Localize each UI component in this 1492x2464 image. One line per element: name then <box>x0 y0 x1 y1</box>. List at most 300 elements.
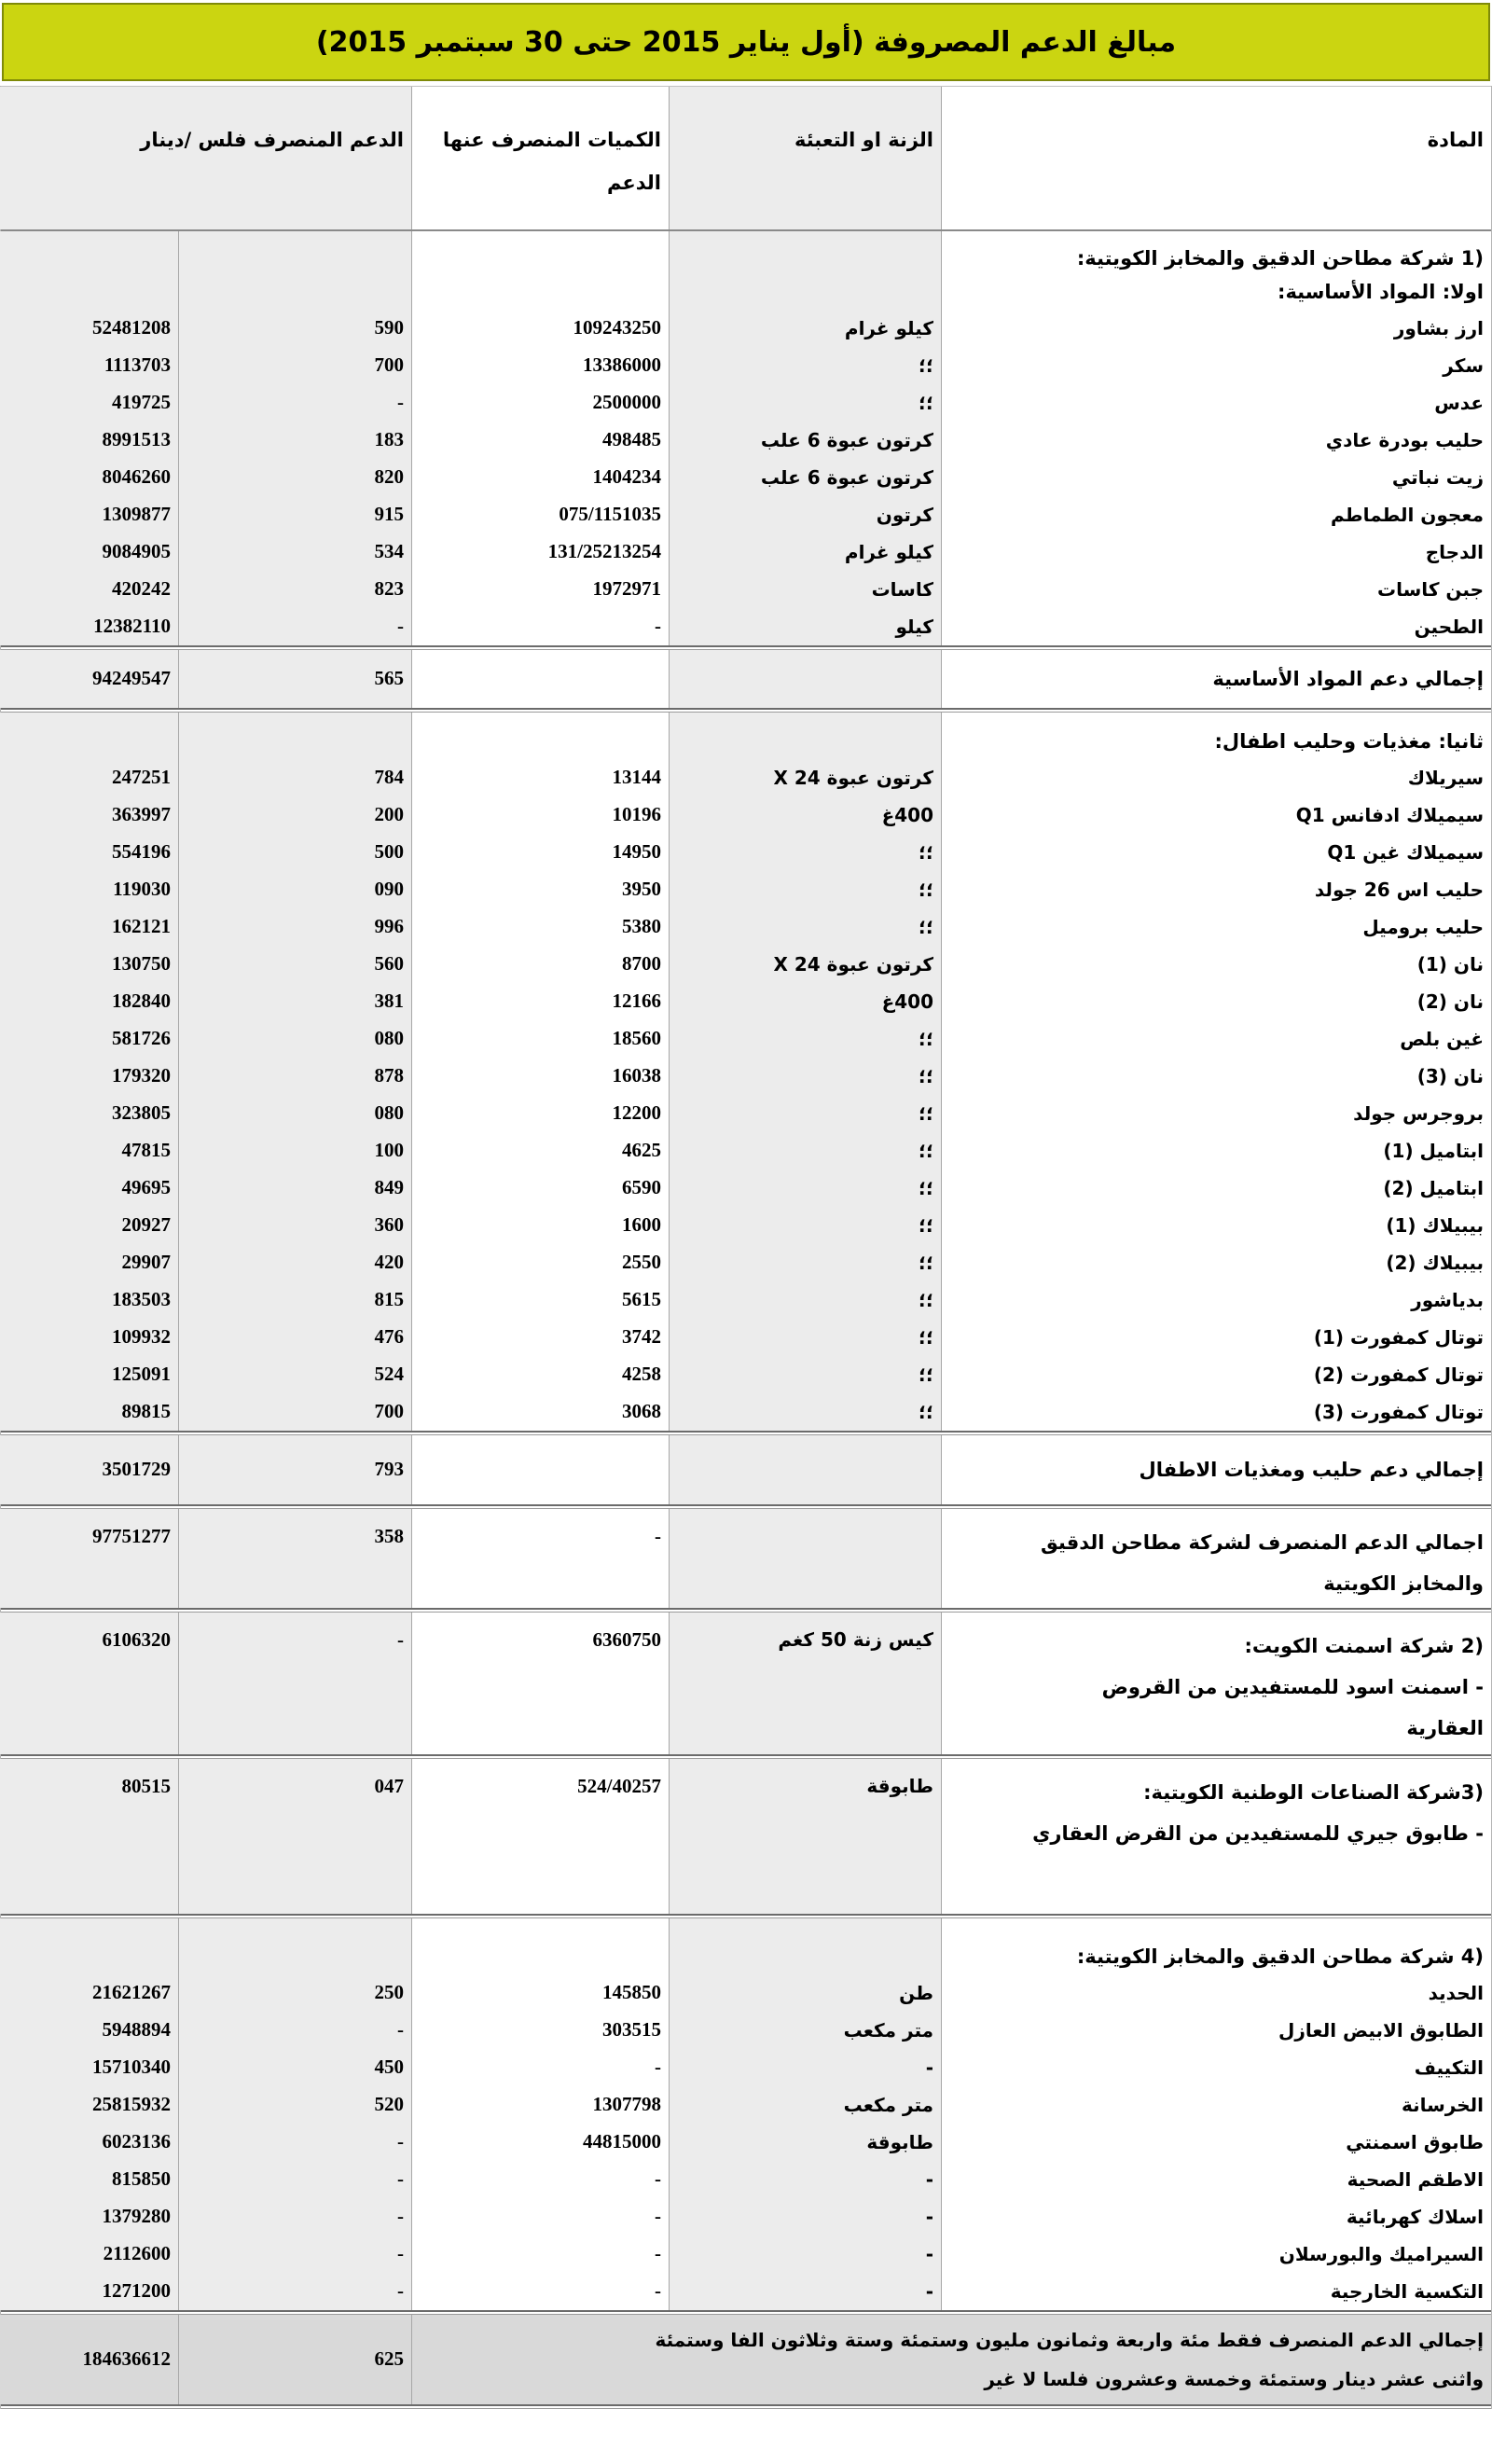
fils-cell <box>178 1132 411 1170</box>
table-row <box>1 1020 1491 1058</box>
dinar-cell <box>0 2236 178 2273</box>
fils-cell-text: 420 <box>374 1251 404 1274</box>
fils-cell <box>178 1244 411 1281</box>
unit-cell <box>669 2273 941 2310</box>
dinar-cell-text: 8046260 <box>102 465 171 489</box>
qty-cell-text: - <box>655 2242 661 2265</box>
dinar-cell <box>0 650 178 708</box>
fils-cell-text: 534 <box>374 540 404 563</box>
fils-cell-text: - <box>397 2279 404 2303</box>
table-row <box>1 796 1491 834</box>
unit-cell <box>669 571 941 608</box>
material-cell-text: سيريلاك <box>1407 767 1484 789</box>
unit-cell <box>669 2236 941 2273</box>
qty-cell-text: 44815000 <box>583 2130 661 2153</box>
fils-cell-text: 500 <box>374 840 404 864</box>
unit-cell <box>669 1974 941 2012</box>
unit-cell <box>669 983 941 1020</box>
section-heading-row <box>1 1918 1491 1974</box>
col-header-unit: الزنة او التعبئة <box>669 87 941 229</box>
dinar-cell <box>0 1435 178 1504</box>
unit-cell-text: كيلو غرام <box>844 317 933 339</box>
material-cell <box>941 422 1491 459</box>
qty-cell-text: 2500000 <box>592 391 661 414</box>
fils-cell <box>178 871 411 908</box>
unit-cell <box>669 347 941 384</box>
unit-cell-text: كيس زنة 50 كغم <box>778 1628 933 1651</box>
section-block-2 <box>1 713 1491 1431</box>
dinar-cell <box>0 1058 178 1095</box>
fils-cell-text: 878 <box>374 1064 404 1087</box>
material-cell-text: جبن كاسات <box>1377 578 1484 601</box>
fils-cell-text: 100 <box>374 1139 404 1162</box>
fils-cell <box>178 533 411 571</box>
unit-cell-text: ؛؛ <box>919 1028 933 1050</box>
table-row <box>1 1095 1491 1132</box>
material-cell <box>941 1974 1491 2012</box>
material-cell <box>941 759 1491 796</box>
dinar-cell <box>0 608 178 645</box>
fils-cell <box>178 2315 411 2404</box>
dinar-cell-text: 8991513 <box>102 428 171 451</box>
material-cell-text: الطحين <box>1414 616 1484 638</box>
material-cell <box>941 1132 1491 1170</box>
unit-cell-text: كرتون عبوة X 24 <box>773 953 933 976</box>
table-row <box>1 608 1491 645</box>
qty-cell-text: 524/40257 <box>577 1775 661 1797</box>
table-row <box>1 759 1491 796</box>
dinar-cell-text: 323805 <box>112 1101 171 1125</box>
qty-cell-text: 16038 <box>612 1064 661 1087</box>
qty-cell-text: 131/25213254 <box>547 540 661 563</box>
unit-cell <box>669 759 941 796</box>
table-row <box>1 1356 1491 1393</box>
qty-cell-text: 145850 <box>602 1981 661 2004</box>
company-label <box>941 1759 1491 1914</box>
qty-cell <box>411 1435 669 1504</box>
dinar-cell <box>0 759 178 796</box>
fils-cell-text: 565 <box>374 667 404 690</box>
fils-cell <box>178 1974 411 2012</box>
qty-cell <box>411 1356 669 1393</box>
table-row <box>1 1393 1491 1431</box>
dinar-cell <box>0 1918 178 1974</box>
material-cell-text: سيميلاك ادفانس Q1 <box>1295 804 1484 826</box>
dinar-cell <box>0 2124 178 2161</box>
fils-cell <box>178 1509 411 1608</box>
dinar-cell-text: 183503 <box>112 1288 171 1311</box>
fils-cell-text: 360 <box>374 1213 404 1237</box>
unit-cell <box>669 276 941 310</box>
unit-cell <box>669 384 941 422</box>
qty-cell <box>411 2273 669 2310</box>
fils-cell <box>178 796 411 834</box>
fils-cell <box>178 2124 411 2161</box>
material-cell-text: الدجاج <box>1425 541 1484 563</box>
qty-cell <box>411 796 669 834</box>
dinar-cell <box>0 1244 178 1281</box>
unit-cell <box>669 310 941 347</box>
qty-cell <box>411 1393 669 1431</box>
company-row <box>1 1759 1491 1914</box>
material-cell <box>941 1095 1491 1132</box>
qty-cell <box>411 1020 669 1058</box>
material-cell <box>941 834 1491 871</box>
qty-cell <box>411 650 669 708</box>
fils-cell-text: 823 <box>374 577 404 601</box>
material-cell <box>941 983 1491 1020</box>
material-cell-text: ارز بشاور <box>1393 317 1484 339</box>
fils-cell <box>178 650 411 708</box>
fils-cell-text: 625 <box>374 2347 404 2371</box>
section-block-3 <box>1 1435 1491 1504</box>
dinar-cell <box>0 2049 178 2086</box>
section-heading <box>941 713 1491 759</box>
unit-cell-text: كيلو غرام <box>844 541 933 563</box>
dinar-cell-text: 29907 <box>121 1251 171 1274</box>
material-cell-text: بروجرس جولد <box>1353 1102 1484 1125</box>
material-cell-text: ابتاميل (2) <box>1383 1177 1484 1199</box>
fils-cell <box>178 571 411 608</box>
fils-cell-text: 450 <box>374 2056 404 2079</box>
fils-cell-text: - <box>397 2130 404 2153</box>
company-row <box>1 1613 1491 1754</box>
fils-cell-text: - <box>397 391 404 414</box>
unit-cell <box>669 231 941 276</box>
qty-cell-text: 14950 <box>612 840 661 864</box>
material-cell <box>941 1319 1491 1356</box>
unit-cell-text: متر مكعب <box>843 2019 933 2042</box>
dinar-cell-text: 52481208 <box>92 316 171 339</box>
material-cell-text: التكييف <box>1414 2056 1484 2079</box>
qty-cell-text: 3742 <box>622 1325 661 1349</box>
total-label <box>941 650 1491 708</box>
fils-cell <box>178 459 411 496</box>
fils-cell <box>178 2012 411 2049</box>
grand-total-label-line: واثنى عشر دينار وستمئة وخمسة وعشرون فلسا لا غير <box>984 2368 1484 2390</box>
table-row <box>1 1132 1491 1170</box>
unit-cell-text: كرتون <box>876 504 933 526</box>
material-cell-text: بدياشور <box>1411 1289 1484 1311</box>
table-row <box>1 459 1491 496</box>
unit-cell <box>669 1020 941 1058</box>
qty-cell-text: - <box>655 2056 661 2079</box>
fils-cell-text: 560 <box>374 952 404 976</box>
unit-cell-text: ؛؛ <box>919 1289 933 1311</box>
qty-cell <box>411 2012 669 2049</box>
unit-cell <box>669 1918 941 1974</box>
dinar-cell-text: 109932 <box>112 1325 171 1349</box>
qty-cell <box>411 1319 669 1356</box>
unit-cell <box>669 496 941 533</box>
dinar-cell-text: 20927 <box>121 1213 171 1237</box>
fils-cell-text: 700 <box>374 1400 404 1423</box>
table-blocks <box>1 231 1491 2404</box>
section-heading <box>941 276 1491 310</box>
dinar-cell <box>0 1281 178 1319</box>
unit-cell <box>669 2198 941 2236</box>
qty-cell <box>411 713 669 759</box>
section-block-6 <box>1 1759 1491 1914</box>
dinar-cell-text: 119030 <box>113 878 171 901</box>
unit-cell <box>669 1319 941 1356</box>
unit-cell <box>669 834 941 871</box>
dinar-cell <box>0 1132 178 1170</box>
fils-cell-text: - <box>397 1628 404 1651</box>
dinar-cell <box>0 1356 178 1393</box>
dinar-cell-text: 179320 <box>112 1064 171 1087</box>
fils-cell-text: 080 <box>374 1101 404 1125</box>
unit-cell <box>669 1058 941 1095</box>
unit-cell <box>669 1613 941 1754</box>
table-row <box>1 983 1491 1020</box>
dinar-cell-text: 182840 <box>112 990 171 1013</box>
fils-cell-text: 820 <box>374 465 404 489</box>
qty-cell <box>411 533 669 571</box>
unit-cell <box>669 2161 941 2198</box>
qty-cell <box>411 759 669 796</box>
fils-cell-text: - <box>397 2167 404 2191</box>
material-cell <box>941 2049 1491 2086</box>
fils-cell <box>178 1356 411 1393</box>
qty-cell <box>411 1170 669 1207</box>
table-row <box>1 1244 1491 1281</box>
material-cell <box>941 1356 1491 1393</box>
report-title-bar <box>2 3 1490 81</box>
fils-cell <box>178 2049 411 2086</box>
dinar-cell-text: 1113703 <box>104 353 171 377</box>
dinar-cell-text: 2112600 <box>103 2242 171 2265</box>
section-heading-text: اولا: المواد الأساسية: <box>1278 280 1484 303</box>
col-header-subsidy: الدعم المنصرف فلس /دينار <box>0 87 411 229</box>
dinar-cell <box>0 1759 178 1914</box>
dinar-cell <box>0 347 178 384</box>
material-cell <box>941 459 1491 496</box>
qty-cell-text: 4258 <box>622 1363 661 1386</box>
fils-cell-text: 476 <box>374 1325 404 1349</box>
unit-cell <box>669 2086 941 2124</box>
unit-cell-text: - <box>925 2056 933 2079</box>
qty-cell <box>411 2198 669 2236</box>
fils-cell <box>178 384 411 422</box>
fils-cell-text: - <box>397 2018 404 2042</box>
qty-cell <box>411 1095 669 1132</box>
qty-cell-text: 5615 <box>622 1288 661 1311</box>
dinar-cell <box>0 422 178 459</box>
fils-cell-text: 090 <box>374 878 404 901</box>
material-cell <box>941 2273 1491 2310</box>
table-row <box>1 908 1491 946</box>
qty-cell-text: 10196 <box>612 803 661 826</box>
unit-cell-text: كرتون عبوة 6 علب <box>760 429 933 451</box>
qty-cell-text: 18560 <box>612 1027 661 1050</box>
total-label-line: إجمالي دعم حليب ومغذيات الاطفال <box>1139 1459 1484 1481</box>
unit-cell <box>669 1244 941 1281</box>
material-cell <box>941 533 1491 571</box>
fils-cell-text: 524 <box>374 1363 404 1386</box>
fils-cell <box>178 347 411 384</box>
unit-cell <box>669 422 941 459</box>
dinar-cell-text: 554196 <box>112 840 171 864</box>
unit-cell <box>669 1393 941 1431</box>
qty-cell <box>411 608 669 645</box>
fils-cell-text: 700 <box>374 353 404 377</box>
dinar-cell-text: 420242 <box>112 577 171 601</box>
unit-cell <box>669 871 941 908</box>
unit-cell-text: ؛؛ <box>919 1065 933 1087</box>
fils-cell <box>178 759 411 796</box>
grand-total-label <box>411 2315 1491 2404</box>
dinar-cell <box>0 231 178 276</box>
fils-cell-text: 250 <box>374 1981 404 2004</box>
total-label-line: إجمالي دعم المواد الأساسية <box>1212 668 1484 690</box>
company-label-line: ‎3)‎شركة الصناعات الوطنية الكويتية: <box>1143 1781 1484 1804</box>
fils-cell-text: 080 <box>374 1027 404 1050</box>
qty-cell-text: 3068 <box>622 1400 661 1423</box>
dinar-cell-text: 21621267 <box>92 1981 171 2004</box>
qty-cell <box>411 2161 669 2198</box>
fils-cell <box>178 1095 411 1132</box>
qty-cell <box>411 1918 669 1974</box>
table-row <box>1 2236 1491 2273</box>
section-heading-row <box>1 231 1491 276</box>
fils-cell <box>178 2273 411 2310</box>
material-cell <box>941 946 1491 983</box>
unit-cell <box>669 713 941 759</box>
unit-cell <box>669 908 941 946</box>
material-cell-text: السيراميك والبورسلان <box>1278 2243 1484 2265</box>
unit-cell-text: كرتون عبوة X 24 <box>773 767 933 789</box>
dinar-cell <box>0 571 178 608</box>
qty-cell <box>411 908 669 946</box>
material-cell-text: ابتاميل (1) <box>1383 1140 1484 1162</box>
fils-cell-text: - <box>397 2242 404 2265</box>
qty-cell-text: 5380 <box>622 915 661 938</box>
qty-cell <box>411 834 669 871</box>
company-label-line: ‎2)‎ شركة اسمنت الكويت: <box>1244 1635 1484 1657</box>
fils-cell <box>178 908 411 946</box>
qty-cell <box>411 1132 669 1170</box>
material-cell-text: بيبيلاك (1) <box>1386 1214 1484 1237</box>
unit-cell-text: ؛؛ <box>919 1177 933 1199</box>
dinar-cell-text: 581726 <box>112 1027 171 1050</box>
dinar-cell <box>0 276 178 310</box>
material-cell <box>941 908 1491 946</box>
material-cell <box>941 2086 1491 2124</box>
company-label-line: العقارية <box>1406 1717 1484 1739</box>
dinar-cell <box>0 871 178 908</box>
fils-cell <box>178 2198 411 2236</box>
fils-cell-text: 996 <box>374 915 404 938</box>
material-cell <box>941 1020 1491 1058</box>
qty-cell <box>411 347 669 384</box>
qty-cell-text: 1600 <box>622 1213 661 1237</box>
dinar-cell-text: 130750 <box>112 952 171 976</box>
dinar-cell <box>0 2315 178 2404</box>
qty-cell-text: 2550 <box>622 1251 661 1274</box>
material-cell <box>941 571 1491 608</box>
unit-cell <box>669 1207 941 1244</box>
dinar-cell-text: 5948894 <box>102 2018 171 2042</box>
qty-cell-text: 498485 <box>602 428 661 451</box>
fils-cell <box>178 946 411 983</box>
qty-cell <box>411 1509 669 1608</box>
unit-cell-text: ؛؛ <box>919 841 933 864</box>
qty-cell-text: 075/1151035 <box>559 503 661 526</box>
fils-cell <box>178 276 411 310</box>
material-cell <box>941 2161 1491 2198</box>
dinar-cell <box>0 1170 178 1207</box>
qty-cell-text: 1404234 <box>592 465 661 489</box>
fils-cell <box>178 1393 411 1431</box>
dinar-cell-text: 12382110 <box>93 615 171 638</box>
fils-cell <box>178 1058 411 1095</box>
qty-cell-text: 12200 <box>612 1101 661 1125</box>
unit-cell-text: كيلو <box>895 616 933 638</box>
material-cell <box>941 1281 1491 1319</box>
qty-cell-text: 1972971 <box>592 577 661 601</box>
section-block-7 <box>1 1918 1491 2310</box>
dinar-cell <box>0 1509 178 1608</box>
dinar-cell-text: 247251 <box>112 766 171 789</box>
total-label-line: اجمالي الدعم المنصرف لشركة مطاحن الدقيق <box>1040 1531 1484 1554</box>
dinar-cell-text: 419725 <box>112 391 171 414</box>
table-row <box>1 871 1491 908</box>
grand-total-label-line: إجمالي الدعم المنصرف فقط مئة واربعة وثمانون مليون وستمئة وستة وثلاثون الفا وستمئة <box>655 2329 1484 2351</box>
material-cell <box>941 496 1491 533</box>
total-label-line: والمخابز الكويتية <box>1323 1572 1484 1595</box>
dinar-cell <box>0 2161 178 2198</box>
unit-cell <box>669 1759 941 1914</box>
material-cell-text: الخرسانة <box>1401 2094 1484 2116</box>
material-cell <box>941 1393 1491 1431</box>
dinar-cell-text: 1271200 <box>102 2279 171 2303</box>
table-row <box>1 310 1491 347</box>
unit-cell-text: طابوقة <box>866 2131 933 2153</box>
dinar-cell <box>0 1974 178 2012</box>
qty-cell-text: - <box>655 2279 661 2303</box>
unit-cell-text: متر مكعب <box>843 2094 933 2116</box>
fils-cell-text: 849 <box>374 1176 404 1199</box>
unit-cell-text: ؛؛ <box>919 1364 933 1386</box>
fils-cell <box>178 2086 411 2124</box>
material-cell-text: نان (3) <box>1416 1065 1484 1087</box>
dinar-cell <box>0 983 178 1020</box>
table-row <box>1 571 1491 608</box>
material-cell-text: توتال كمفورت (1) <box>1313 1326 1484 1349</box>
table-row <box>1 384 1491 422</box>
dinar-cell <box>0 1319 178 1356</box>
qty-cell <box>411 310 669 347</box>
dinar-cell-text: 3501729 <box>102 1458 171 1481</box>
unit-cell-text: - <box>925 2243 933 2265</box>
dinar-cell-text: 94249547 <box>92 667 171 690</box>
fils-cell-text: 784 <box>374 766 404 789</box>
material-cell-text: بيبيلاك (2) <box>1386 1252 1484 1274</box>
section-heading-text: ‎1)‎ شركة مطاحن الدقيق والمخابز الكويتية: <box>1076 246 1484 270</box>
section-block-0 <box>1 231 1491 645</box>
qty-cell <box>411 1281 669 1319</box>
qty-cell <box>411 946 669 983</box>
total-label <box>941 1509 1491 1608</box>
fils-cell-text: - <box>397 615 404 638</box>
dinar-cell <box>0 2273 178 2310</box>
unit-cell <box>669 1281 941 1319</box>
subsidy-table <box>0 86 1492 2409</box>
table-row <box>1 1207 1491 1244</box>
qty-cell <box>411 422 669 459</box>
section-block-1 <box>1 650 1491 708</box>
